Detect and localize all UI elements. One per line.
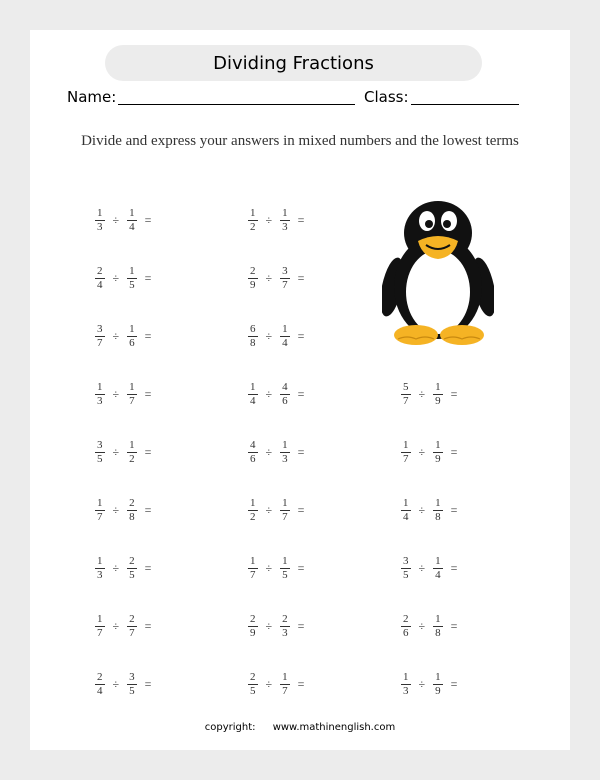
denominator: 6 (403, 626, 409, 639)
problem-item (95, 205, 151, 235)
denominator: 9 (435, 452, 441, 465)
equals-sign: = (297, 444, 305, 459)
denominator: 3 (282, 220, 288, 233)
denominator: 7 (250, 568, 256, 581)
problem-item (95, 553, 151, 583)
numerator: 1 (129, 206, 135, 219)
division-sign: ÷ (265, 386, 273, 401)
numerator: 1 (403, 438, 409, 451)
division-sign: ÷ (265, 560, 273, 575)
equals-sign: = (144, 270, 152, 285)
problem-item (248, 263, 304, 293)
divisor-fraction (280, 440, 290, 465)
denominator: 4 (435, 568, 441, 581)
denominator: 4 (282, 336, 288, 349)
numerator: 1 (250, 206, 256, 219)
denominator: 8 (435, 510, 441, 523)
divisor-fraction (280, 614, 290, 639)
division-sign: ÷ (418, 676, 426, 691)
divisor-fraction (127, 324, 137, 349)
divisor-fraction (433, 382, 443, 407)
equals-sign: = (144, 386, 152, 401)
division-sign: ÷ (265, 676, 273, 691)
division-sign: ÷ (112, 618, 120, 633)
denominator: 5 (129, 684, 135, 697)
divisor-fraction (433, 556, 443, 581)
numerator: 1 (250, 496, 256, 509)
problem-item (95, 611, 151, 641)
dividend-fraction (95, 498, 105, 523)
equals-sign: = (450, 560, 458, 575)
denominator: 5 (97, 452, 103, 465)
denominator: 7 (129, 626, 135, 639)
equals-sign: = (144, 444, 152, 459)
denominator: 5 (250, 684, 256, 697)
denominator: 3 (282, 452, 288, 465)
numerator: 1 (282, 670, 288, 683)
footer (0, 722, 600, 733)
numerator: 1 (129, 264, 135, 277)
problem-item (401, 611, 457, 641)
equals-sign: = (450, 618, 458, 633)
problem-item (401, 669, 457, 699)
divisor-fraction (127, 556, 137, 581)
problem-item (95, 669, 151, 699)
denominator: 4 (97, 684, 103, 697)
dividend-fraction (95, 324, 105, 349)
numerator: 2 (129, 612, 135, 625)
equals-sign: = (450, 386, 458, 401)
equals-sign: = (297, 560, 305, 575)
denominator: 7 (282, 278, 288, 291)
problem-item (248, 611, 304, 641)
title-text: Dividing Fractions (213, 52, 374, 74)
dividend-fraction (401, 382, 411, 407)
copyright-label: copyright: (204, 722, 256, 733)
dividend-fraction (95, 556, 105, 581)
numerator: 2 (250, 670, 256, 683)
equals-sign: = (450, 502, 458, 517)
equals-sign: = (297, 386, 305, 401)
division-sign: ÷ (112, 270, 120, 285)
division-sign: ÷ (265, 444, 273, 459)
division-sign: ÷ (418, 386, 426, 401)
denominator: 2 (129, 452, 135, 465)
numerator: 5 (403, 380, 409, 393)
dividend-fraction (401, 672, 411, 697)
division-sign: ÷ (265, 328, 273, 343)
numerator: 1 (403, 670, 409, 683)
numerator: 2 (403, 612, 409, 625)
problem-item (401, 437, 457, 467)
division-sign: ÷ (265, 618, 273, 633)
equals-sign: = (144, 212, 152, 227)
numerator: 1 (250, 554, 256, 567)
equals-sign: = (297, 270, 305, 285)
equals-sign: = (450, 444, 458, 459)
denominator: 7 (282, 510, 288, 523)
numerator: 1 (282, 206, 288, 219)
problem-item (401, 553, 457, 583)
numerator: 1 (435, 670, 441, 683)
divisor-fraction (280, 266, 290, 291)
denominator: 7 (129, 394, 135, 407)
dividend-fraction (95, 672, 105, 697)
problem-item (95, 321, 151, 351)
numerator: 1 (435, 496, 441, 509)
name-label: Name: (67, 88, 117, 106)
equals-sign: = (144, 560, 152, 575)
denominator: 5 (403, 568, 409, 581)
denominator: 4 (129, 220, 135, 233)
division-sign: ÷ (265, 270, 273, 285)
division-sign: ÷ (112, 212, 120, 227)
numerator: 4 (250, 438, 256, 451)
denominator: 9 (250, 278, 256, 291)
numerator: 2 (129, 496, 135, 509)
division-sign: ÷ (418, 502, 426, 517)
problem-item (401, 379, 457, 409)
denominator: 4 (403, 510, 409, 523)
divisor-fraction (127, 614, 137, 639)
problem-item (95, 495, 151, 525)
denominator: 6 (282, 394, 288, 407)
divisor-fraction (127, 382, 137, 407)
numerator: 1 (250, 380, 256, 393)
division-sign: ÷ (112, 676, 120, 691)
denominator: 2 (250, 510, 256, 523)
numerator: 3 (129, 670, 135, 683)
equals-sign: = (297, 328, 305, 343)
divisor-fraction (433, 614, 443, 639)
dividend-fraction (248, 614, 258, 639)
divisor-fraction (127, 208, 137, 233)
dividend-fraction (95, 266, 105, 291)
problem-item (95, 437, 151, 467)
denominator: 9 (435, 394, 441, 407)
problem-item (248, 205, 304, 235)
dividend-fraction (248, 672, 258, 697)
numerator: 1 (435, 380, 441, 393)
numerator: 1 (282, 554, 288, 567)
numerator: 1 (97, 554, 103, 567)
numerator: 1 (97, 206, 103, 219)
denominator: 6 (250, 452, 256, 465)
dividend-fraction (248, 208, 258, 233)
division-sign: ÷ (112, 328, 120, 343)
divisor-fraction (280, 672, 290, 697)
dividend-fraction (95, 208, 105, 233)
numerator: 2 (282, 612, 288, 625)
denominator: 9 (435, 684, 441, 697)
denominator: 5 (129, 568, 135, 581)
equals-sign: = (297, 502, 305, 517)
numerator: 1 (129, 438, 135, 451)
denominator: 7 (97, 510, 103, 523)
denominator: 5 (129, 278, 135, 291)
penguin-illustration (382, 197, 494, 349)
numerator: 3 (282, 264, 288, 277)
dividend-fraction (401, 556, 411, 581)
denominator: 4 (250, 394, 256, 407)
numerator: 1 (97, 496, 103, 509)
divisor-fraction (127, 266, 137, 291)
denominator: 6 (129, 336, 135, 349)
dividend-fraction (248, 440, 258, 465)
equals-sign: = (450, 676, 458, 691)
denominator: 2 (250, 220, 256, 233)
divisor-fraction (433, 498, 443, 523)
problem-item (248, 437, 304, 467)
denominator: 7 (403, 394, 409, 407)
denominator: 7 (97, 626, 103, 639)
class-label: Class: (364, 88, 409, 106)
dividend-fraction (248, 556, 258, 581)
problem-item (401, 495, 457, 525)
denominator: 3 (97, 568, 103, 581)
denominator: 8 (435, 626, 441, 639)
dividend-fraction (401, 440, 411, 465)
divisor-fraction (127, 440, 137, 465)
division-sign: ÷ (418, 618, 426, 633)
name-blank-line (118, 104, 355, 105)
divisor-fraction (433, 440, 443, 465)
denominator: 7 (97, 336, 103, 349)
numerator: 1 (282, 438, 288, 451)
equals-sign: = (144, 618, 152, 633)
dividend-fraction (95, 440, 105, 465)
numerator: 3 (97, 322, 103, 335)
denominator: 4 (97, 278, 103, 291)
division-sign: ÷ (112, 502, 120, 517)
numerator: 1 (282, 496, 288, 509)
divisor-fraction (280, 556, 290, 581)
denominator: 3 (282, 626, 288, 639)
denominator: 3 (97, 394, 103, 407)
denominator: 3 (97, 220, 103, 233)
equals-sign: = (144, 328, 152, 343)
problem-item (95, 379, 151, 409)
denominator: 9 (250, 626, 256, 639)
problem-item (248, 379, 304, 409)
dividend-fraction (248, 266, 258, 291)
division-sign: ÷ (418, 444, 426, 459)
division-sign: ÷ (112, 444, 120, 459)
numerator: 2 (97, 264, 103, 277)
divisor-fraction (280, 208, 290, 233)
numerator: 3 (97, 438, 103, 451)
division-sign: ÷ (112, 560, 120, 575)
numerator: 1 (129, 380, 135, 393)
denominator: 3 (403, 684, 409, 697)
dividend-fraction (401, 614, 411, 639)
division-sign: ÷ (265, 212, 273, 227)
numerator: 1 (403, 496, 409, 509)
denominator: 7 (282, 684, 288, 697)
numerator: 2 (250, 264, 256, 277)
problem-item (248, 321, 304, 351)
dividend-fraction (95, 614, 105, 639)
equals-sign: = (297, 212, 305, 227)
division-sign: ÷ (418, 560, 426, 575)
problem-item (248, 495, 304, 525)
equals-sign: = (144, 502, 152, 517)
divisor-fraction (127, 672, 137, 697)
denominator: 8 (250, 336, 256, 349)
problem-item (248, 669, 304, 699)
numerator: 1 (282, 322, 288, 335)
numerator: 2 (250, 612, 256, 625)
division-sign: ÷ (265, 502, 273, 517)
problem-item (95, 263, 151, 293)
numerator: 1 (435, 438, 441, 451)
divisor-fraction (280, 382, 290, 407)
numerator: 1 (435, 554, 441, 567)
denominator: 5 (282, 568, 288, 581)
denominator: 7 (403, 452, 409, 465)
numerator: 2 (129, 554, 135, 567)
numerator: 4 (282, 380, 288, 393)
numerator: 1 (129, 322, 135, 335)
divisor-fraction (280, 324, 290, 349)
numerator: 1 (97, 612, 103, 625)
instructions: Divide and express your answers in mixed numbers and the lowest terms (81, 133, 519, 149)
dividend-fraction (248, 324, 258, 349)
numerator: 1 (435, 612, 441, 625)
dividend-fraction (401, 498, 411, 523)
equals-sign: = (297, 618, 305, 633)
denominator: 8 (129, 510, 135, 523)
website-label: www.mathinenglish.com (272, 722, 396, 733)
divisor-fraction (433, 672, 443, 697)
numerator: 6 (250, 322, 256, 335)
division-sign: ÷ (112, 386, 120, 401)
class-blank-line (411, 104, 519, 105)
numerator: 1 (97, 380, 103, 393)
divisor-fraction (127, 498, 137, 523)
equals-sign: = (144, 676, 152, 691)
numerator: 3 (403, 554, 409, 567)
dividend-fraction (95, 382, 105, 407)
equals-sign: = (297, 676, 305, 691)
dividend-fraction (248, 382, 258, 407)
dividend-fraction (248, 498, 258, 523)
divisor-fraction (280, 498, 290, 523)
problem-item (248, 553, 304, 583)
numerator: 2 (97, 670, 103, 683)
worksheet-title (105, 45, 482, 81)
